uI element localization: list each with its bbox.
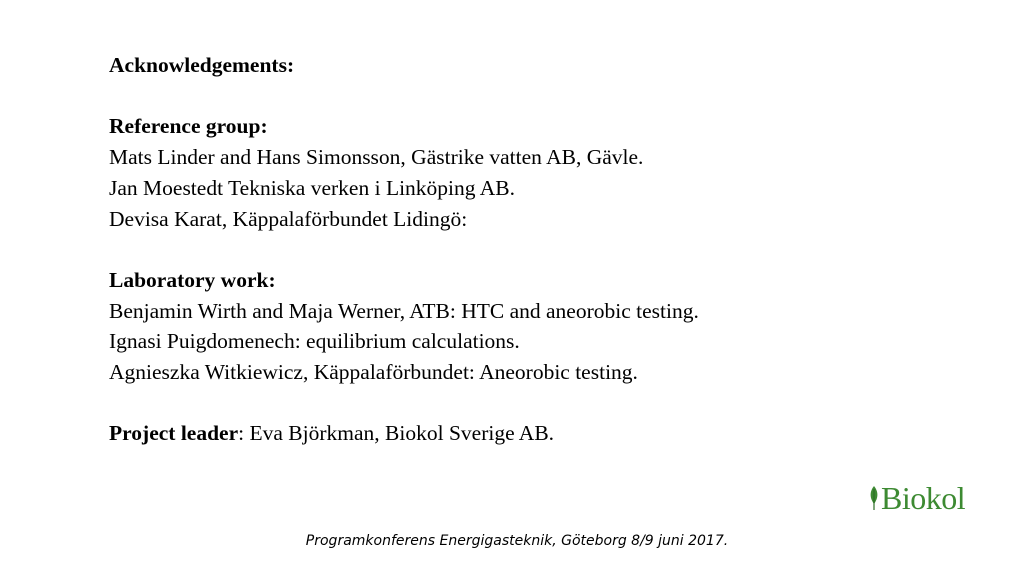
project-leader-value: : Eva Björkman, Biokol Sverige AB.	[238, 421, 555, 446]
reference-group-line: Mats Linder and Hans Simonsson, Gästrike vatten AB, Gävle.	[109, 145, 644, 170]
project-leader-line	[109, 418, 989, 449]
spacer	[109, 388, 989, 419]
slide-content	[109, 50, 989, 449]
project-leader-label: Project leader	[109, 421, 239, 446]
spacer	[109, 234, 989, 265]
laboratory-work-line: Benjamin Wirth and Maja Werner, ATB: HTC and aneorobic testing.	[109, 298, 699, 323]
leaf-icon	[868, 485, 880, 511]
reference-group-line: Devisa Karat, Käppalaförbundet Lidingö:	[109, 206, 468, 231]
reference-group-line: Jan Moestedt Tekniska verken i Linköping AB.	[109, 175, 515, 200]
acknowledgements-title: Acknowledgements:	[109, 53, 295, 77]
spacer	[109, 81, 989, 112]
biokol-logo	[868, 478, 965, 518]
laboratory-work-heading: Laboratory work:	[109, 267, 276, 292]
laboratory-work-line: Ignasi Puigdomenech: equilibrium calculations.	[109, 329, 520, 354]
logo-text: Biokol	[881, 480, 966, 516]
footer-text: Programkonferens Energigasteknik, Göteborg 8/9 juni 2017.	[305, 533, 729, 549]
reference-group-heading: Reference group:	[109, 114, 268, 139]
laboratory-work-line: Agnieszka Witkiewicz, Käppalaförbundet: Aneorobic testing.	[109, 360, 638, 384]
